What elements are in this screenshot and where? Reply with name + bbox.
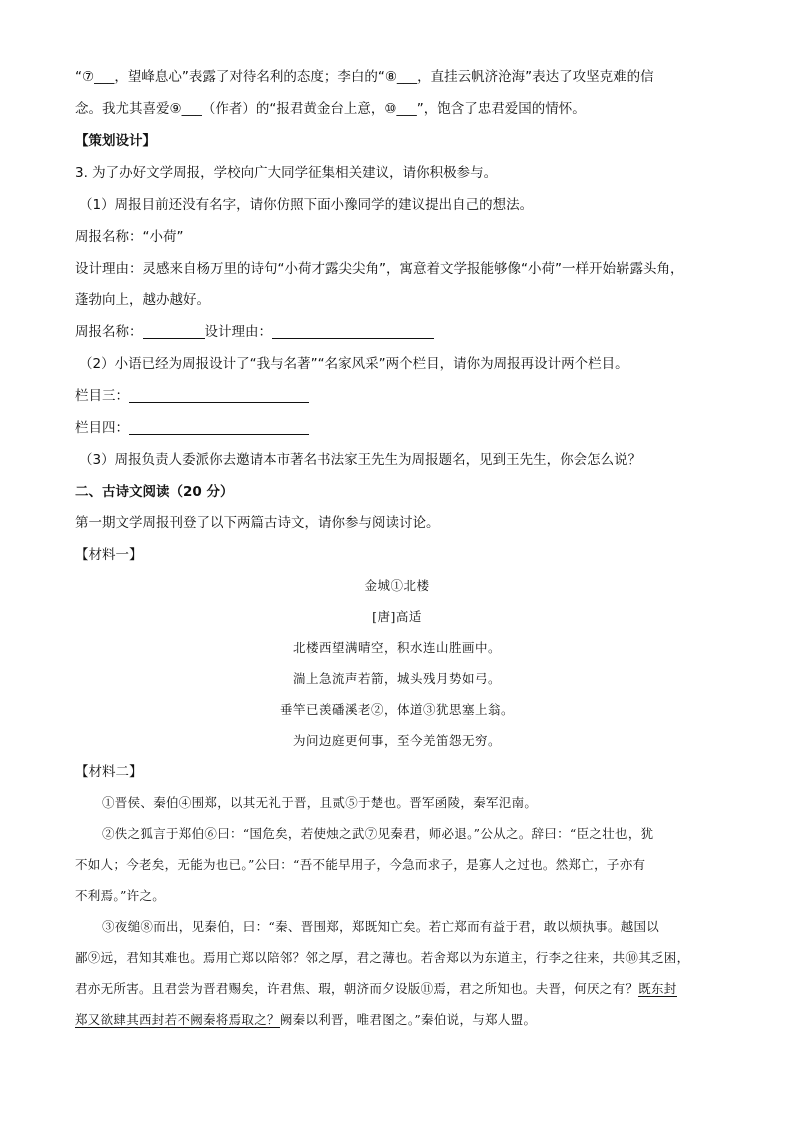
answer-row-name: [75, 322, 735, 342]
passage-para-2-line-2: 不如人；今老矣，无能为也已。”公曰：“吾不能早用子，今急而求子，是寡人之过也。然郑亡，子亦有: [75, 857, 646, 872]
column-3-blank[interactable]: [129, 388, 309, 403]
answer-reason-blank[interactable]: [272, 324, 434, 339]
answer-name-label: 周报名称：: [75, 324, 143, 340]
column-4-label: 栏目四：: [75, 420, 129, 436]
poem-title: 金城①北楼: [364, 578, 430, 593]
poem-author: [唐]高适: [372, 609, 422, 624]
example-reason-2: 蓬勃向上，越办越好。: [75, 292, 210, 308]
question-3-2: （2）小语已经为周报设计了“我与名著”“名家风采”两个栏目，请你为周报再设计两个栏目。: [79, 356, 629, 372]
passage-para-3-line-2: 鄙⑨远，君知其难也。焉用亡郑以陪邻？邻之厚，君之薄也。若舍郑以为东道主，行李之往来，共⑩其乏困，: [75, 950, 690, 965]
passage-para-2-line-3: 不利焉。”许之。: [75, 888, 166, 903]
example-reason-1: 设计理由：灵感来自杨万里的诗句“小荷才露尖尖角”，寓意着文学报能够像“小荷”一样开始崭露头角，: [75, 261, 684, 277]
underlined-sentence-part-1: 既东封: [638, 981, 677, 996]
passage-para-2-line-1: ②佚之狐言于郑伯⑥曰：“国危矣，若使烛之武⑦见秦君，师必退。”公从之。辞曰：“臣之壮也，犹: [102, 826, 654, 841]
answer-reason-label: 设计理由：: [204, 324, 272, 340]
passage-para-3-line-4: [75, 1010, 735, 1030]
underlined-sentence-part-2: 郑又欲肆其西封若不阙秦将焉取之？: [75, 1012, 280, 1027]
passage-text: 阙秦以利晋，唯君图之。”秦伯说，与郑人盟。: [279, 1012, 537, 1027]
section-heading-classical: 二、古诗文阅读（20 分）: [75, 484, 234, 500]
poem-line-2: 湍上急流声若箭，城头残月势如弓。: [292, 671, 501, 686]
text-line-fill-blanks-2: 念。我尤其喜爱⑨___（作者）的“报君黄金台上意，⑩___”，饱含了忠君爱国的情怀。: [75, 101, 586, 117]
text-line-fill-blanks-1: “⑦___，望峰息心”表露了对待名利的态度；李白的“⑧___，直挂云帆济沧海”表达了攻坚克难的信: [75, 69, 654, 85]
answer-row-column-4: [75, 418, 735, 438]
section-heading-planning: 【策划设计】: [75, 133, 156, 149]
example-name: 周报名称：“小荷”: [75, 229, 184, 245]
question-3-3: （3）周报负责人委派你去邀请本市著名书法家王先生为周报题名，见到王先生，你会怎么说？: [79, 452, 642, 468]
question-3-1: （1）周报目前还没有名字，请你仿照下面小豫同学的建议提出自己的想法。: [79, 197, 534, 213]
material-2-heading: 【材料二】: [75, 764, 143, 780]
passage-para-3-line-3: [75, 979, 735, 999]
answer-name-blank[interactable]: [143, 324, 205, 339]
passage-para-3-line-1: ③夜缒⑧而出，见秦伯，曰：“秦、晋围郑，郑既知亡矣。若亡郑而有益于君，敢以烦执事。越国以: [102, 919, 660, 934]
passage-para-1: ①晋侯、秦伯④围郑，以其无礼于晋，且贰⑤于楚也。晋军函陵，秦军氾南。: [102, 795, 538, 810]
section-intro: 第一期文学周报刊登了以下两篇古诗文，请你参与阅读讨论。: [75, 515, 440, 531]
poem-line-1: 北楼西望满晴空，积水连山胜画中。: [292, 640, 501, 655]
column-3-label: 栏目三：: [75, 388, 129, 404]
material-1-heading: 【材料一】: [75, 547, 143, 563]
poem-line-3: 垂竿已羡磻溪老②，体道③犹思塞上翁。: [279, 702, 514, 717]
column-4-blank[interactable]: [129, 420, 309, 435]
answer-row-column-3: [75, 386, 735, 406]
poem-line-4: 为问边庭更何事，至今羌笛怨无穷。: [292, 733, 501, 748]
passage-text: 君亦无所害。且君尝为晋君赐矣，许君焦、瑕，朝济而夕设版⑪焉，君之所知也。夫晋，何厌之有？: [75, 981, 639, 996]
question-3: 3. 为了办好文学周报，学校向广大同学征集相关建议，请你积极参与。: [75, 165, 498, 181]
